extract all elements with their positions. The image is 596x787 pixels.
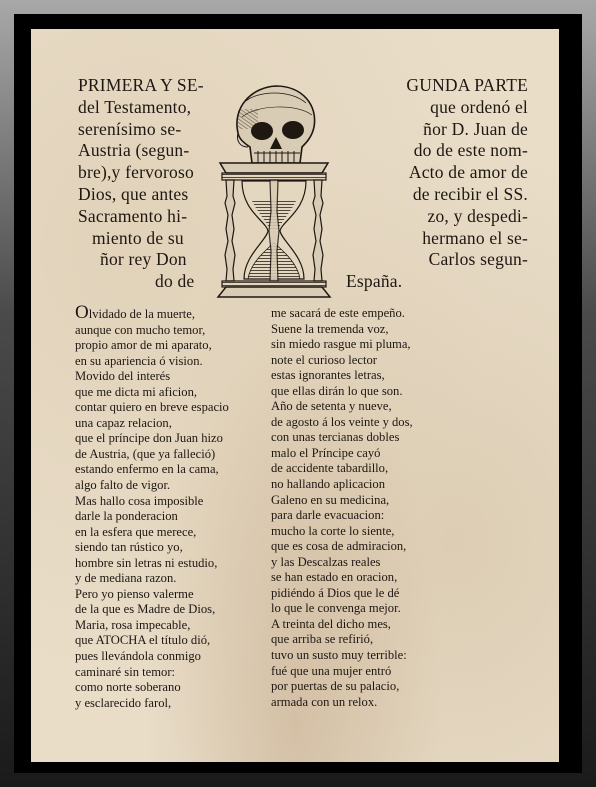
heading-right-line: ñor D. Juan de [423,118,528,139]
poem-line: Galeno en su medicina, [271,492,390,507]
poem-line: lo que le convenga mejor. [271,601,401,616]
poem-line: pues llevándola conmigo [75,649,201,664]
poem-line: para darle evacuacion: [271,508,385,523]
poem-line: como norte soberano [75,680,181,695]
poem-line: en la esfera que merece, [75,524,197,539]
poem-line: que me dicta mi aficion, [75,384,198,399]
poem-line: de la que es Madre de Dios, [75,602,216,617]
heading-left-line: serenísimo se- [78,118,182,139]
poem-line: Pero yo pienso valerme [75,586,194,601]
heading-left-line: miento de su [92,227,184,248]
poem-line: note el curioso lector [271,352,377,367]
skull-icon [237,86,315,163]
poem-line: con unas tercianas dobles [271,430,400,445]
heading-right-line: hermano el se- [422,227,528,248]
heading-left-line: Austria (segun- [78,140,190,161]
poem-line: de accidente tabardillo, [271,461,389,476]
heading-left-line: bre),y fervoroso [78,162,194,183]
poem-line: aunque con mucho temor, [75,322,206,337]
poem-line: mucho la corte lo siente, [271,523,395,538]
poem-line: Maria, rosa impecable, [75,617,191,632]
poem-line: tuvo un susto muy terrible: [271,648,407,663]
poem-line: Año de setenta y nueve, [271,399,392,414]
poem-line: darle la ponderacion [75,509,178,524]
poem-line: no hallando aplicacion [271,477,386,492]
heading-left-line: PRIMERA Y SE- [78,75,204,95]
poem-line: Suene la tremenda voz, [271,321,389,336]
skull-on-hourglass-woodcut-icon [206,81,341,299]
poem-column-right [271,306,413,710]
poem-line: de Austria, (que ya falleció) [75,446,216,461]
drop-cap: O [75,302,89,323]
poem-line: hombre sin letras ni estudio, [75,555,218,570]
poem-line [75,302,229,323]
heading-left-line: do de [155,271,195,292]
poem-line: estas ignorantes letras, [271,368,385,383]
heading-left-line: Dios, que antes [78,184,189,204]
poem-line-text: lvidado de la muerte, [88,307,196,321]
hourglass-icon [218,163,330,297]
document-page [31,29,559,762]
poem-line: que arriba se refirió, [271,632,374,647]
poem-line: que ellas dirán lo que son. [271,383,403,398]
heading-right-line: Carlos segun- [428,249,528,270]
poem-column-left [75,302,229,711]
heading-right-line: España. [346,271,403,292]
heading-right-line: que ordenó el [430,96,528,117]
heading-right-line: zo, y despedi- [427,205,528,226]
poem-line: A treinta del dicho mes, [271,616,391,631]
heading-left-line: del Testamento, [78,96,192,117]
poem-line: fué que una mujer entró [271,663,392,678]
heading-left-line: ñor rey Don [100,249,187,270]
poem-line: en su apariencia ó vision. [75,353,203,368]
poem-line: se han estado en oracion, [271,570,398,585]
poem-line: por puertas de su palacio, [271,679,400,694]
poem-line: caminaré sin temor: [75,664,176,679]
poem-line: siendo tan rústico yo, [75,540,183,555]
poem-line: y de mediana razon. [75,571,177,586]
poem-line: propio amor de mi aparato, [75,338,212,353]
poem-line: Movido del interés [75,369,171,384]
poem-line: estando enfermo en la cama, [75,462,219,477]
heading-right-line: Acto de amor de [408,162,528,183]
heading-right-line: de recibir el SS. [412,184,528,204]
poem-line: malo el Príncipe cayó [271,445,381,460]
poem-line: pidiéndo á Dios que le dé [271,585,400,600]
poem-line: sin miedo rasgue mi pluma, [271,337,411,352]
heading-right-line: do de este nom- [413,140,528,161]
poem-line: que ATOCHA el título dió, [75,633,211,648]
poem-line: y las Descalzas reales [271,554,381,569]
poem-line: me sacará de este empeño. [271,306,405,320]
poem-line: una capaz relacion, [75,415,172,430]
poem-line: armada con un relox. [271,694,378,709]
poem-line: y esclarecido farol, [75,695,172,710]
heading-right-line: GUNDA PARTE [406,75,528,95]
poem-line: Mas hallo cosa imposible [75,493,204,508]
poem-line: que el príncipe don Juan hizo [75,431,223,446]
heading-left-line: Sacramento hi- [78,205,188,226]
poem-line: de agosto á los veinte y dos, [271,414,413,429]
poem-line: contar quiero en breve espacio [75,400,229,415]
poem-line: algo falto de vigor. [75,478,171,493]
poem-line: que es cosa de admiracion, [271,539,407,554]
